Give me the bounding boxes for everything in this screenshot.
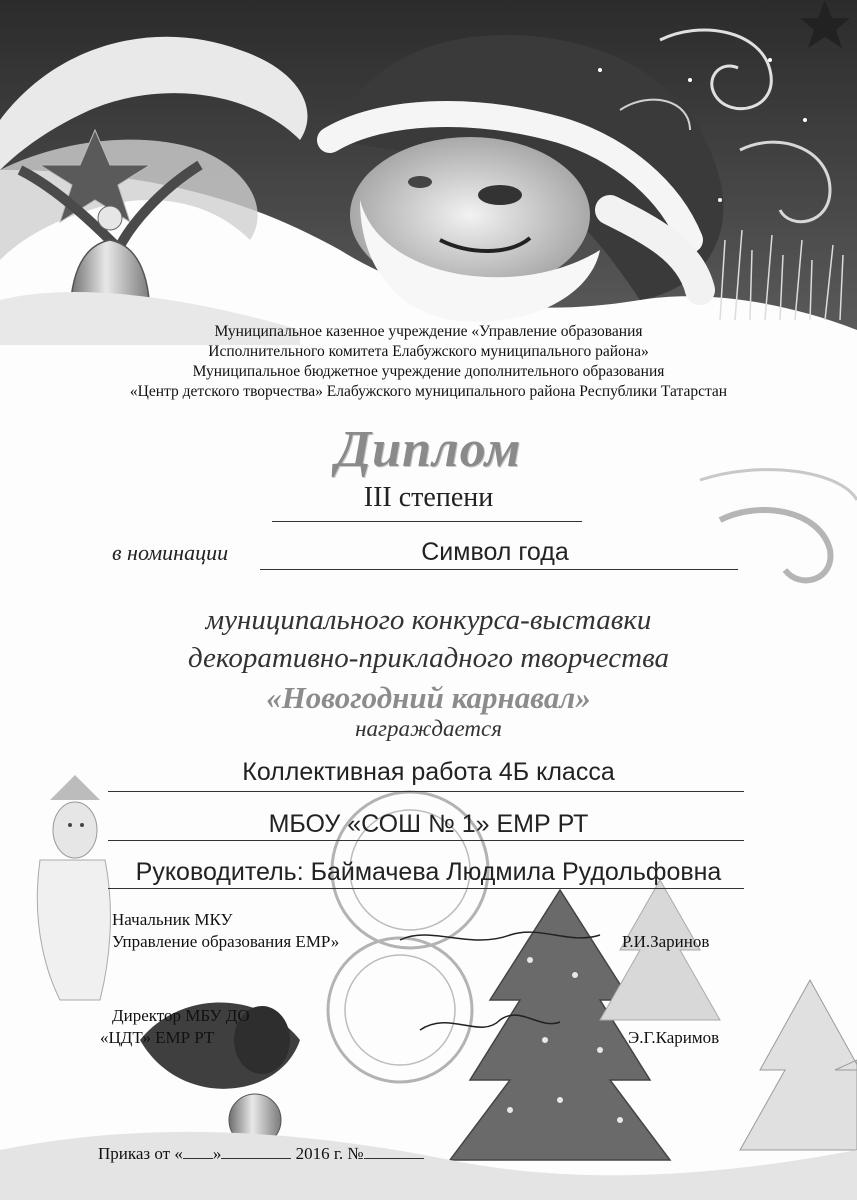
issuer-line-3: Муниципальное бюджетное учреждение дополнительного образования (192, 363, 665, 380)
awardee-underline-3 (108, 888, 744, 889)
order-year: 2016 г. № (295, 1144, 364, 1163)
awardee-underline-2 (108, 840, 744, 841)
awardee-line-2: МБОУ «СОШ № 1» ЕМР РТ (268, 810, 589, 838)
awarded-label: награждается (355, 716, 502, 741)
snowy-tree-right (740, 980, 857, 1150)
order-prefix: Приказ от « (98, 1144, 183, 1163)
diploma-title: Диплом (335, 421, 522, 478)
contest-line-2: декоративно-прикладного творчества (188, 642, 669, 674)
order-day (183, 1158, 213, 1159)
snow-maiden-figure (37, 775, 110, 1000)
issuer-line-2: Исполнительного комитета Елабужского муниципального района» (208, 343, 649, 360)
contest-line-1: муниципального конкурса-выставки (205, 604, 652, 636)
signatory-2-name: Э.Г.Каримов (628, 1028, 720, 1047)
order-line (98, 1144, 424, 1164)
signatory-1-org: Управление образования ЕМР» (112, 932, 340, 951)
order-mid: » (212, 1144, 222, 1163)
contest-name: «Новогодний карнавал» (266, 680, 591, 715)
issuer-line-4: «Центр детского творчества» Елабужского муниципального района Республики Татарстан (129, 383, 728, 400)
awardee-line-1: Коллективная работа 4Б класса (242, 758, 615, 786)
signatory-1-title: Начальник МКУ (112, 910, 233, 929)
nomination-value: Символ года (421, 538, 569, 566)
order-number (364, 1158, 424, 1159)
signatory-2-org: «ЦДТ» ЕМР РТ (100, 1028, 215, 1047)
signatory-2-title: Директор МБУ ДО (112, 1006, 250, 1025)
diploma-degree: III степени (363, 482, 494, 513)
order-month (221, 1158, 291, 1159)
issuer-header (0, 322, 857, 402)
nomination-underline (260, 569, 738, 570)
awardee-underline-1 (108, 791, 744, 792)
signatory-1-name: Р.И.Заринов (622, 932, 710, 951)
degree-underline (272, 521, 582, 522)
awardee-line-3: Руководитель: Баймачева Людмила Рудольфовна (135, 858, 722, 886)
nomination-label: в номинации (112, 540, 229, 565)
issuer-line-1: Муниципальное казенное учреждение «Управление образования (214, 323, 643, 340)
